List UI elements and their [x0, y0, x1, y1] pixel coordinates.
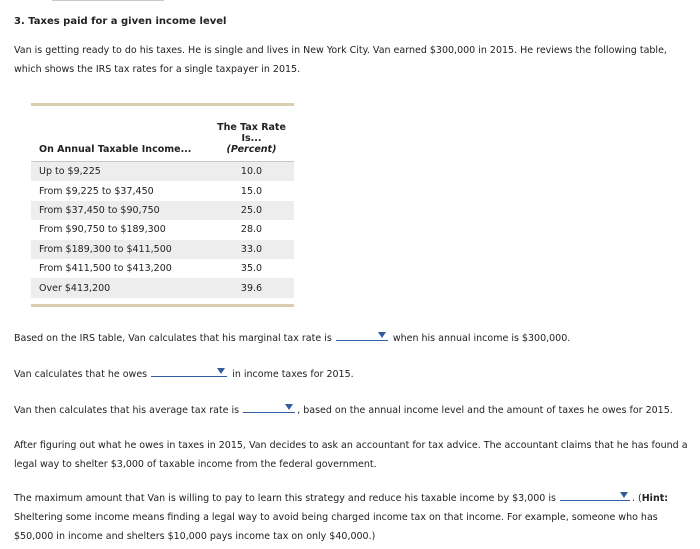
income-cell: Up to $9,225 [31, 162, 209, 181]
income-cell: From $90,750 to $189,300 [39, 224, 166, 236]
q1-text-before: Based on the IRS table, Van calculates that his marginal tax rate is [14, 333, 332, 344]
marginal-rate-dropdown[interactable] [336, 330, 388, 341]
table-row [31, 220, 294, 239]
dropdown-triangle-icon [620, 492, 628, 498]
col1-header: On Annual Taxable Income... [39, 144, 192, 155]
table-row [31, 278, 294, 297]
top-divider [52, 0, 164, 1]
q4-text-after-open: . ( [631, 493, 642, 504]
average-rate-dropdown[interactable] [243, 402, 295, 413]
rate-cell: 10.0 [209, 162, 294, 181]
table-row [31, 259, 294, 278]
question-marginal-rate [14, 329, 688, 348]
q3-text-before: Van then calculates that his average tax rate is [14, 405, 240, 416]
q3-text-after: , based on the annual income level and the amount of taxes he owes for 2015. [297, 405, 673, 416]
question-max-payment [14, 489, 688, 546]
max-payment-dropdown[interactable] [560, 490, 630, 501]
question-title: 3. Taxes paid for a given income level [14, 16, 227, 27]
col1-spacer [31, 106, 209, 144]
income-cell: Over $413,200 [31, 278, 209, 297]
rate-cell: 33.0 [209, 240, 294, 259]
col2-subheader: (Percent) [226, 144, 277, 155]
rate-cell: 15.0 [240, 185, 263, 197]
intro-paragraph: Van is getting ready to do his taxes. He is single and lives in New York City. Van earned $300,000 in 2015. He reviews the following table, which shows the IRS tax rates for a single taxpayer in 2015. [14, 45, 667, 75]
rate-cell: 35.0 [240, 263, 263, 275]
dropdown-triangle-icon [285, 404, 293, 410]
rate-cell: 25.0 [209, 201, 294, 220]
income-cell: From $9,225 to $37,450 [39, 185, 154, 197]
hint-label: Hint: [641, 493, 669, 504]
dropdown-triangle-icon [217, 368, 225, 374]
accountant-paragraph: After figuring out what he owes in taxes in 2015, Van decides to ask an accountant for tax advice. The accountant claims that he has found a legal way to shelter $3,000 of taxable income from the federal government. [14, 440, 688, 470]
income-cell: From $189,300 to $411,500 [31, 240, 209, 259]
q1-text-after: when his annual income is $300,000. [392, 333, 571, 344]
rate-cell: 39.6 [209, 278, 294, 297]
q2-text-before: Van calculates that he owes [14, 369, 148, 380]
col2-header: The Tax Rate Is... [217, 122, 286, 144]
income-cell: From $37,450 to $90,750 [31, 201, 209, 220]
table-row [31, 181, 294, 200]
dropdown-triangle-icon [378, 332, 386, 338]
q4-hint-text: Sheltering some income means finding a legal way to avoid being charged income tax on that income. For example, someone who has $50,000 in income and shelters $10,000 pays income tax on only $40,000.) [14, 512, 658, 542]
q2-text-after: in income taxes for 2015. [232, 369, 354, 380]
table-bottom-rule [31, 304, 294, 307]
table-row [31, 240, 294, 259]
q4-text-before: The maximum amount that Van is willing to pay to learn this strategy and reduce his taxable income by $3,000 is [14, 493, 556, 504]
taxes-owed-dropdown[interactable] [151, 366, 227, 377]
rate-cell: 28.0 [240, 224, 263, 236]
question-average-rate [14, 401, 688, 420]
tax-rate-table [31, 103, 294, 307]
income-cell: From $411,500 to $413,200 [39, 263, 172, 275]
question-taxes-owed [14, 365, 688, 384]
table-row [31, 162, 294, 181]
table-row [31, 201, 294, 220]
